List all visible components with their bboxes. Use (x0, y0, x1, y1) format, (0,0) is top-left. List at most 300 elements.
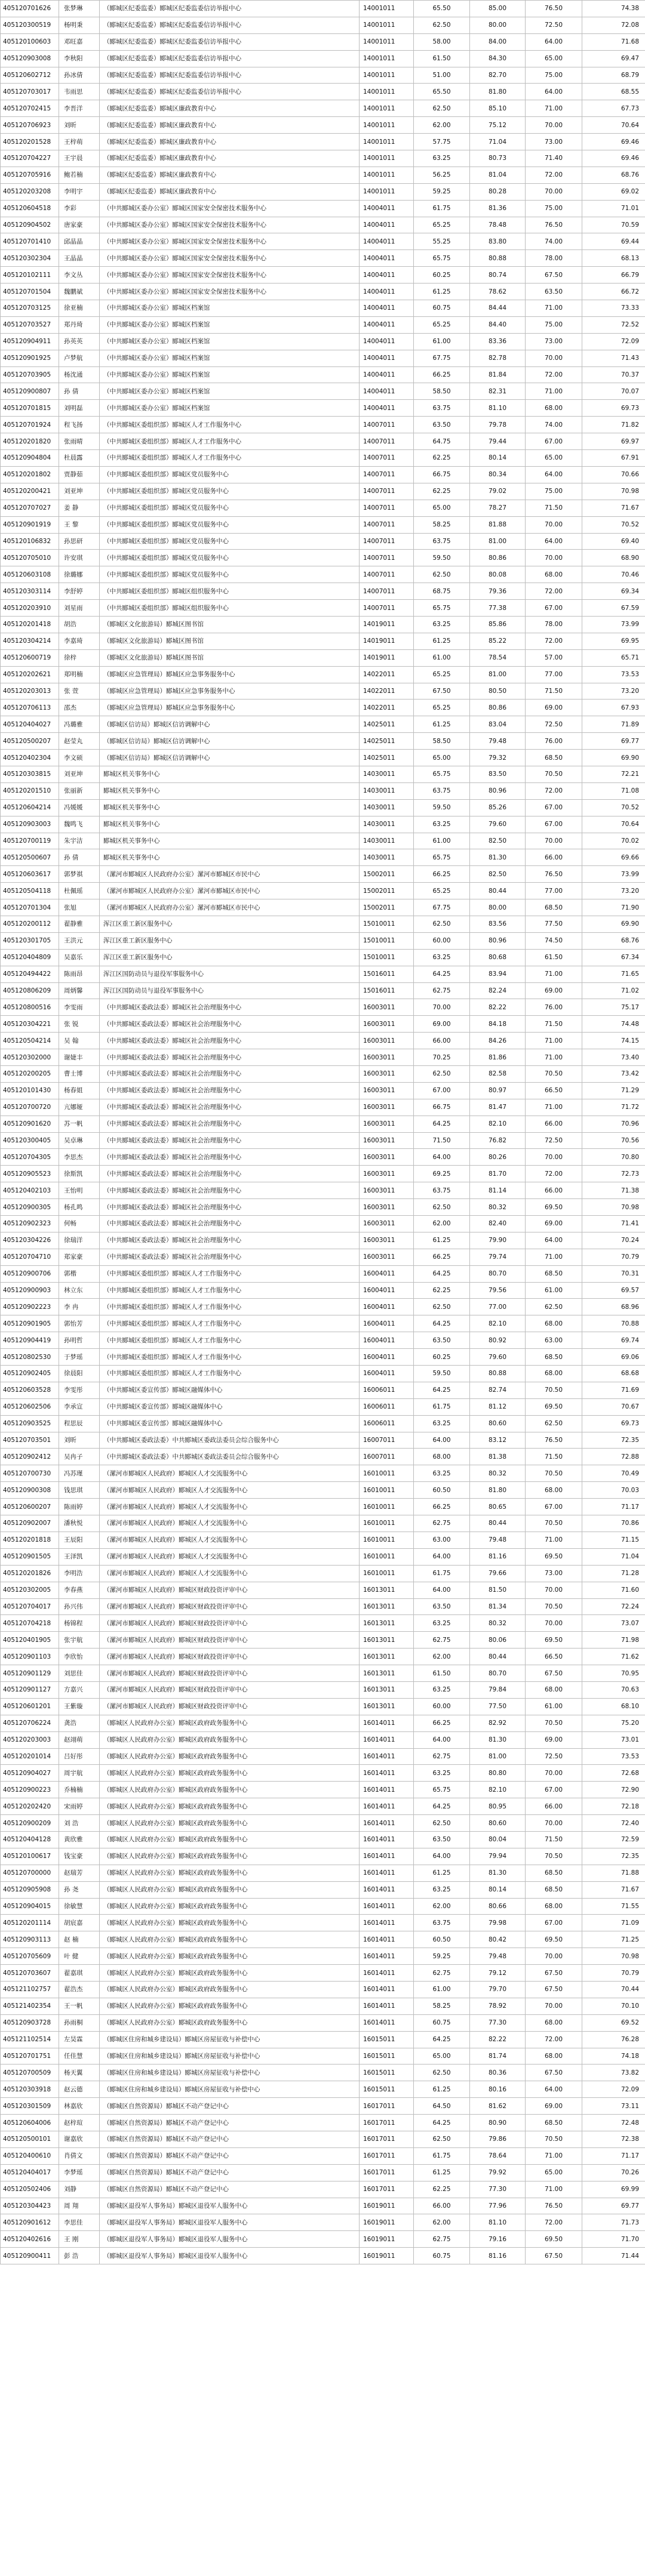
assessment-score-cell: 78.00 (526, 616, 582, 633)
exam-number-cell: 405120901919 (1, 516, 59, 533)
exam-number-cell: 405120704227 (1, 150, 59, 167)
exam-number-cell: 405120602506 (1, 1398, 59, 1415)
exam-number-cell: 405120701304 (1, 899, 59, 916)
exam-number-cell: 405120201014 (1, 1748, 59, 1765)
assessment-score-cell: 71.50 (526, 683, 582, 700)
assessment-score-cell: 70.00 (526, 1582, 582, 1598)
position-code-cell: 16013011 (360, 1598, 414, 1615)
written-score-cell: 64.25 (414, 1382, 470, 1398)
interview-score-cell: 80.42 (470, 1931, 526, 1948)
interview-score-cell: 85.00 (470, 1, 526, 17)
position-cell: （中共郾城区委组织部）郾城区人才工作服务中心 (100, 1299, 360, 1315)
interview-score-cell: 80.88 (470, 1366, 526, 1382)
table-row (1, 67, 645, 84)
table-row (1, 1532, 645, 1548)
exam-number-cell: 405120102111 (1, 267, 59, 284)
total-score-cell: 69.99 (582, 2181, 645, 2198)
position-cell: （中共郾城区委办公室）郾城区档案馆 (100, 350, 360, 366)
name-cell: 吴冉子 (59, 1449, 100, 1465)
position-cell: （中共郾城区委组织部）郾城区党员服务中心 (100, 566, 360, 583)
exam-number-cell: 405120904027 (1, 1765, 59, 1782)
position-code-cell: 16003011 (360, 1099, 414, 1116)
written-score-cell: 64.75 (414, 433, 470, 450)
name-cell: 吴嘉乐 (59, 949, 100, 966)
table-row (1, 1066, 645, 1083)
position-code-cell: 16014011 (360, 1782, 414, 1798)
position-code-cell: 14025011 (360, 733, 414, 750)
exam-number-cell: 405120901129 (1, 1665, 59, 1682)
exam-number-cell: 405120200205 (1, 1066, 59, 1083)
exam-number-cell: 405120701924 (1, 417, 59, 433)
assessment-score-cell: 71.50 (526, 1449, 582, 1465)
exam-number-cell: 405120106832 (1, 533, 59, 550)
name-cell: 谢婕丰 (59, 1049, 100, 1066)
position-cell: （中共郾城区委组织部）郾城区人才工作服务中心 (100, 1349, 360, 1366)
name-cell: 徐梓 (59, 649, 100, 666)
exam-number-cell: 405120404027 (1, 716, 59, 733)
exam-number-cell: 405120402616 (1, 2231, 59, 2248)
exam-number-cell: 405120404017 (1, 2164, 59, 2181)
position-code-cell: 14007011 (360, 500, 414, 516)
table-row (1, 1332, 645, 1349)
name-cell: 徐璐娜 (59, 566, 100, 583)
position-cell: （郾城区文化旅游局）郾城区图书馆 (100, 633, 360, 649)
position-code-cell: 16013011 (360, 1615, 414, 1632)
interview-score-cell: 81.84 (470, 366, 526, 383)
position-code-cell: 16014011 (360, 1731, 414, 1748)
assessment-score-cell: 61.50 (526, 949, 582, 966)
interview-score-cell: 80.65 (470, 1499, 526, 1515)
position-cell: （漯河市郾城区人民政府）郾城区人才交流服务中心 (100, 1548, 360, 1565)
total-score-cell: 71.08 (582, 782, 645, 799)
table-row (1, 1166, 645, 1182)
table-row (1, 1449, 645, 1465)
exam-number-cell: 405120901103 (1, 1648, 59, 1665)
name-cell: 刘亚坤 (59, 483, 100, 500)
exam-number-cell: 405120702415 (1, 100, 59, 117)
position-code-cell: 16013011 (360, 1648, 414, 1665)
assessment-score-cell: 67.00 (526, 600, 582, 617)
total-score-cell: 73.20 (582, 683, 645, 700)
position-cell: （郾城区纪委监委）郾城区廉政教育中心 (100, 183, 360, 200)
exam-number-cell: 405120502406 (1, 2181, 59, 2198)
table-row (1, 1515, 645, 1532)
assessment-score-cell: 68.00 (526, 1898, 582, 1915)
table-row (1, 1132, 645, 1149)
position-cell: （郾城区文化旅游局）郾城区图书馆 (100, 616, 360, 633)
name-cell: 孙 尧 (59, 1881, 100, 1898)
written-score-cell: 61.50 (414, 50, 470, 67)
written-score-cell: 63.50 (414, 1831, 470, 1848)
total-score-cell: 73.40 (582, 1049, 645, 1066)
table-row (1, 383, 645, 400)
interview-score-cell: 81.30 (470, 1865, 526, 1881)
written-score-cell: 62.75 (414, 982, 470, 999)
exam-number-cell: 405120703527 (1, 316, 59, 333)
name-cell: 李明宇 (59, 183, 100, 200)
position-code-cell: 14025011 (360, 750, 414, 766)
position-cell: （郾城区住房和城乡建设局）郾城区房屋征收与补偿中心 (100, 2065, 360, 2081)
total-score-cell: 71.55 (582, 1898, 645, 1915)
interview-score-cell: 79.48 (470, 1532, 526, 1548)
position-cell: （中共郾城区委组织部）郾城区人才工作服务中心 (100, 1366, 360, 1382)
interview-score-cell: 81.12 (470, 1398, 526, 1415)
assessment-score-cell: 71.00 (526, 300, 582, 317)
exam-number-cell: 405120701504 (1, 284, 59, 300)
name-cell: 徐斯凯 (59, 1166, 100, 1182)
name-cell: 郭怡芳 (59, 1315, 100, 1332)
written-score-cell: 63.75 (414, 782, 470, 799)
interview-score-cell: 75.12 (470, 117, 526, 134)
table-row (1, 1382, 645, 1398)
total-score-cell: 71.38 (582, 1182, 645, 1199)
total-score-cell: 69.97 (582, 433, 645, 450)
written-score-cell: 67.50 (414, 683, 470, 700)
table-row (1, 167, 645, 183)
interview-score-cell: 80.44 (470, 1648, 526, 1665)
name-cell: 王 黎 (59, 516, 100, 533)
assessment-score-cell: 76.00 (526, 999, 582, 1016)
total-score-cell: 70.31 (582, 1265, 645, 1282)
position-code-cell: 16003011 (360, 1249, 414, 1265)
written-score-cell: 64.25 (414, 1265, 470, 1282)
assessment-score-cell: 70.00 (526, 1815, 582, 1832)
written-score-cell: 62.50 (414, 2131, 470, 2148)
exam-number-cell: 405120902223 (1, 1299, 59, 1315)
assessment-score-cell: 66.00 (526, 849, 582, 866)
position-cell: （漯河市郾城区人民政府）郾城区人才交流服务中心 (100, 1482, 360, 1499)
table-row (1, 1632, 645, 1648)
name-cell: 翟嘉琪 (59, 1965, 100, 1982)
position-cell: （中共郾城区委办公室）郾城区档案馆 (100, 383, 360, 400)
assessment-score-cell: 76.00 (526, 733, 582, 750)
total-score-cell: 72.38 (582, 2131, 645, 2148)
total-score-cell: 70.98 (582, 1948, 645, 1965)
exam-number-cell: 405120201418 (1, 616, 59, 633)
interview-score-cell: 82.50 (470, 866, 526, 883)
interview-score-cell: 80.36 (470, 2065, 526, 2081)
position-cell: （中共郾城区委办公室）郾城区国家安全保密技术服务中心 (100, 250, 360, 267)
total-score-cell: 71.09 (582, 1915, 645, 1931)
interview-score-cell: 78.27 (470, 500, 526, 516)
position-cell: （中共郾城区委政法委）郾城区社会治理服务中心 (100, 1132, 360, 1149)
written-score-cell: 61.25 (414, 2164, 470, 2181)
written-score-cell: 61.25 (414, 716, 470, 733)
name-cell: 李秋阳 (59, 50, 100, 67)
position-code-cell: 16019011 (360, 2231, 414, 2248)
assessment-score-cell: 68.50 (526, 1349, 582, 1366)
total-score-cell: 76.28 (582, 2031, 645, 2048)
assessment-score-cell: 57.00 (526, 649, 582, 666)
name-cell: 杨孔鸣 (59, 1199, 100, 1216)
total-score-cell: 74.18 (582, 2048, 645, 2065)
written-score-cell: 62.75 (414, 1965, 470, 1982)
exam-number-cell: 405120901127 (1, 1681, 59, 1698)
table-row (1, 84, 645, 100)
name-cell: 钱宝豪 (59, 1848, 100, 1865)
written-score-cell: 60.00 (414, 932, 470, 949)
assessment-score-cell: 68.00 (526, 2014, 582, 2031)
position-cell: （中共郾城区委组织部）郾城区党员服务中心 (100, 500, 360, 516)
interview-score-cell: 80.16 (470, 2081, 526, 2098)
exam-number-cell: 405120200421 (1, 483, 59, 500)
interview-score-cell: 81.50 (470, 1582, 526, 1598)
total-score-cell: 73.82 (582, 2065, 645, 2081)
interview-score-cell: 79.12 (470, 1965, 526, 1982)
written-score-cell: 61.00 (414, 333, 470, 350)
assessment-score-cell: 63.00 (526, 1332, 582, 1349)
interview-score-cell: 80.73 (470, 150, 526, 167)
interview-score-cell: 80.32 (470, 1465, 526, 1482)
assessment-score-cell: 69.00 (526, 1731, 582, 1748)
assessment-score-cell: 68.00 (526, 2048, 582, 2065)
table-row (1, 1965, 645, 1982)
assessment-score-cell: 70.00 (526, 1149, 582, 1166)
exam-number-cell: 405121402354 (1, 1998, 59, 2014)
assessment-score-cell: 68.50 (526, 899, 582, 916)
total-score-cell: 69.57 (582, 1282, 645, 1299)
position-cell: （郾城区退役军人事务局）郾城区退役军人服务中心 (100, 2198, 360, 2214)
written-score-cell: 65.75 (414, 766, 470, 782)
name-cell: 郭楷 (59, 1265, 100, 1282)
exam-number-cell: 405120201528 (1, 134, 59, 150)
position-cell: （中共郾城区委组织部）郾城区人才工作服务中心 (100, 1315, 360, 1332)
position-code-cell: 16010011 (360, 1499, 414, 1515)
table-row (1, 750, 645, 766)
assessment-score-cell: 62.50 (526, 1415, 582, 1432)
table-row (1, 1232, 645, 1249)
written-score-cell: 63.25 (414, 1881, 470, 1898)
assessment-score-cell: 67.50 (526, 267, 582, 284)
position-cell: （郾城区纪委监委）郾城区廉政教育中心 (100, 134, 360, 150)
position-cell: （郾城区退役军人事务局）郾城区退役军人服务中心 (100, 2248, 360, 2264)
name-cell: 刘昕 (59, 117, 100, 134)
position-cell: （中共郾城区委办公室）郾城区国家安全保密技术服务中心 (100, 233, 360, 250)
total-score-cell: 71.28 (582, 1565, 645, 1582)
interview-score-cell: 82.40 (470, 1216, 526, 1232)
total-score-cell: 70.49 (582, 1465, 645, 1482)
total-score-cell: 71.62 (582, 1648, 645, 1665)
name-cell: 朱宇洁 (59, 833, 100, 849)
total-score-cell: 68.76 (582, 167, 645, 183)
interview-score-cell: 80.97 (470, 1082, 526, 1099)
table-row (1, 1116, 645, 1132)
name-cell: 孙思研 (59, 533, 100, 550)
total-score-cell: 71.89 (582, 716, 645, 733)
position-cell: （郾城区人民政府办公室）郾城区政府政务服务中心 (100, 1981, 360, 1998)
written-score-cell: 62.00 (414, 1898, 470, 1915)
table-row (1, 1898, 645, 1915)
position-cell: （漯河市郾城区人民政府）郾城区财政投资评审中心 (100, 1615, 360, 1632)
total-score-cell: 72.52 (582, 316, 645, 333)
position-cell: （中共郾城区委政法委）郾城区社会治理服务中心 (100, 1082, 360, 1099)
position-cell: （郾城区退役军人事务局）郾城区退役军人服务中心 (100, 2231, 360, 2248)
name-cell: 卢梦航 (59, 350, 100, 366)
written-score-cell: 68.75 (414, 583, 470, 600)
exam-number-cell: 405120304226 (1, 1232, 59, 1249)
name-cell: 程思辰 (59, 1415, 100, 1432)
total-score-cell: 69.46 (582, 150, 645, 167)
total-score-cell: 72.35 (582, 1848, 645, 1865)
table-row (1, 2048, 645, 2065)
position-code-cell: 14004011 (360, 200, 414, 217)
exam-number-cell: 405120901505 (1, 1548, 59, 1565)
written-score-cell: 51.00 (414, 67, 470, 84)
written-score-cell: 63.50 (414, 1332, 470, 1349)
assessment-score-cell: 70.50 (526, 1465, 582, 1482)
position-code-cell: 16014011 (360, 1865, 414, 1881)
interview-score-cell: 78.92 (470, 1998, 526, 2014)
position-code-cell: 14030011 (360, 782, 414, 799)
assessment-score-cell: 65.00 (526, 2164, 582, 2181)
assessment-score-cell: 70.50 (526, 1598, 582, 1615)
name-cell: 刘亚坤 (59, 766, 100, 782)
total-score-cell: 71.67 (582, 1881, 645, 1898)
total-score-cell: 73.07 (582, 1615, 645, 1632)
position-code-cell: 16004011 (360, 1265, 414, 1282)
written-score-cell: 65.25 (414, 883, 470, 899)
interview-score-cell: 81.74 (470, 2048, 526, 2065)
exam-number-cell: 405120201826 (1, 1565, 59, 1582)
total-score-cell: 74.15 (582, 1033, 645, 1049)
assessment-score-cell: 64.00 (526, 84, 582, 100)
written-score-cell: 66.00 (414, 2198, 470, 2214)
name-cell: 赵莹丸 (59, 733, 100, 750)
position-cell: 郾城区机关事务中心 (100, 799, 360, 816)
table-row (1, 466, 645, 483)
name-cell: 李文丛 (59, 267, 100, 284)
exam-number-cell: 405120303114 (1, 583, 59, 600)
table-row (1, 2164, 645, 2181)
interview-score-cell: 79.86 (470, 2131, 526, 2148)
assessment-score-cell: 70.00 (526, 1615, 582, 1632)
written-score-cell: 66.25 (414, 866, 470, 883)
interview-score-cell: 85.86 (470, 616, 526, 633)
name-cell: 周 翔 (59, 2198, 100, 2214)
interview-score-cell: 83.80 (470, 233, 526, 250)
written-score-cell: 64.25 (414, 2031, 470, 2048)
position-cell: （中共郾城区委政法委）郾城区社会治理服务中心 (100, 1149, 360, 1166)
position-cell: （郾城区纪委监委）郾城区纪委监委信访举报中心 (100, 84, 360, 100)
position-cell: （郾城区应急管理局）郾城区应急事务服务中心 (100, 666, 360, 683)
position-code-cell: 16010011 (360, 1532, 414, 1548)
total-score-cell: 70.64 (582, 117, 645, 134)
name-cell: 孙冰倩 (59, 67, 100, 84)
written-score-cell: 61.00 (414, 649, 470, 666)
total-score-cell: 71.15 (582, 1532, 645, 1548)
position-code-cell: 16006011 (360, 1415, 414, 1432)
assessment-score-cell: 70.00 (526, 1998, 582, 2014)
name-cell: 魏鸣飞 (59, 816, 100, 833)
name-cell: 李思佳 (59, 2214, 100, 2231)
exam-number-cell: 405120902007 (1, 1515, 59, 1532)
interview-score-cell: 81.10 (470, 2214, 526, 2231)
position-cell: （漯河市郾城区人民政府）郾城区财政投资评审中心 (100, 1698, 360, 1715)
name-cell: 张雨晴 (59, 433, 100, 450)
name-cell: 杨明秉 (59, 17, 100, 33)
position-code-cell: 16015011 (360, 2081, 414, 2098)
written-score-cell: 64.00 (414, 1432, 470, 1449)
exam-number-cell: 405120703905 (1, 366, 59, 383)
total-score-cell: 70.98 (582, 1199, 645, 1216)
written-score-cell: 63.75 (414, 1182, 470, 1199)
position-code-cell: 16015011 (360, 2031, 414, 2048)
total-score-cell: 73.42 (582, 1066, 645, 1083)
total-score-cell: 69.40 (582, 533, 645, 550)
name-cell: 郭梦祺 (59, 866, 100, 883)
exam-number-cell: 405120203910 (1, 600, 59, 617)
position-code-cell: 16017011 (360, 2115, 414, 2131)
table-row (1, 17, 645, 33)
position-cell: （漯河市郾城区人民政府）郾城区人才交流服务中心 (100, 1465, 360, 1482)
total-score-cell: 71.67 (582, 500, 645, 516)
exam-number-cell: 405120706224 (1, 1715, 59, 1731)
name-cell: 孙英英 (59, 333, 100, 350)
total-score-cell: 73.53 (582, 666, 645, 683)
name-cell: 孙 倩 (59, 849, 100, 866)
position-code-cell: 16019011 (360, 2214, 414, 2231)
assessment-score-cell: 72.50 (526, 1132, 582, 1149)
interview-score-cell: 80.96 (470, 932, 526, 949)
interview-score-cell: 85.10 (470, 100, 526, 117)
exam-number-cell: 405120402304 (1, 750, 59, 766)
position-cell: 浑江区国防动员与退役军事服务中心 (100, 982, 360, 999)
name-cell: 王洪元 (59, 932, 100, 949)
total-score-cell: 69.90 (582, 916, 645, 932)
table-row (1, 1049, 645, 1066)
written-score-cell: 60.50 (414, 1931, 470, 1948)
name-cell: 乔楠楠 (59, 1782, 100, 1798)
position-cell: （郾城区纪委监委）郾城区廉政教育中心 (100, 117, 360, 134)
position-code-cell: 16014011 (360, 1848, 414, 1865)
written-score-cell: 61.75 (414, 1398, 470, 1415)
table-row (1, 683, 645, 700)
position-cell: 浑江区重工新区服务中心 (100, 949, 360, 966)
name-cell: 肖倩文 (59, 2147, 100, 2164)
assessment-score-cell: 64.00 (526, 533, 582, 550)
position-cell: （中共郾城区委政法委）郾城区社会治理服务中心 (100, 1166, 360, 1182)
assessment-score-cell: 63.50 (526, 284, 582, 300)
written-score-cell: 65.75 (414, 849, 470, 866)
written-score-cell: 61.75 (414, 1565, 470, 1582)
table-row (1, 600, 645, 617)
table-row (1, 1499, 645, 1515)
exam-number-cell: 405120304221 (1, 1016, 59, 1033)
assessment-score-cell: 68.00 (526, 1482, 582, 1499)
assessment-score-cell: 75.00 (526, 200, 582, 217)
exam-number-cell: 405120904911 (1, 333, 59, 350)
assessment-score-cell: 71.40 (526, 150, 582, 167)
assessment-score-cell: 67.00 (526, 799, 582, 816)
position-code-cell: 14004011 (360, 284, 414, 300)
table-row (1, 50, 645, 67)
written-score-cell: 62.75 (414, 1515, 470, 1532)
interview-score-cell: 80.04 (470, 1831, 526, 1848)
position-cell: （郾城区人民政府办公室）郾城区政府政务服务中心 (100, 1798, 360, 1815)
table-row (1, 1349, 645, 1366)
assessment-score-cell: 72.00 (526, 2031, 582, 2048)
interview-score-cell: 80.66 (470, 1898, 526, 1915)
interview-score-cell: 81.62 (470, 2098, 526, 2115)
written-score-cell: 60.75 (414, 2014, 470, 2031)
table-row (1, 1698, 645, 1715)
table-row (1, 982, 645, 999)
table-row (1, 417, 645, 433)
position-code-cell: 14001011 (360, 167, 414, 183)
interview-score-cell: 82.10 (470, 1315, 526, 1332)
table-row (1, 2014, 645, 2031)
position-cell: （中共郾城区委宣传部）郾城区融媒体中心 (100, 1382, 360, 1398)
